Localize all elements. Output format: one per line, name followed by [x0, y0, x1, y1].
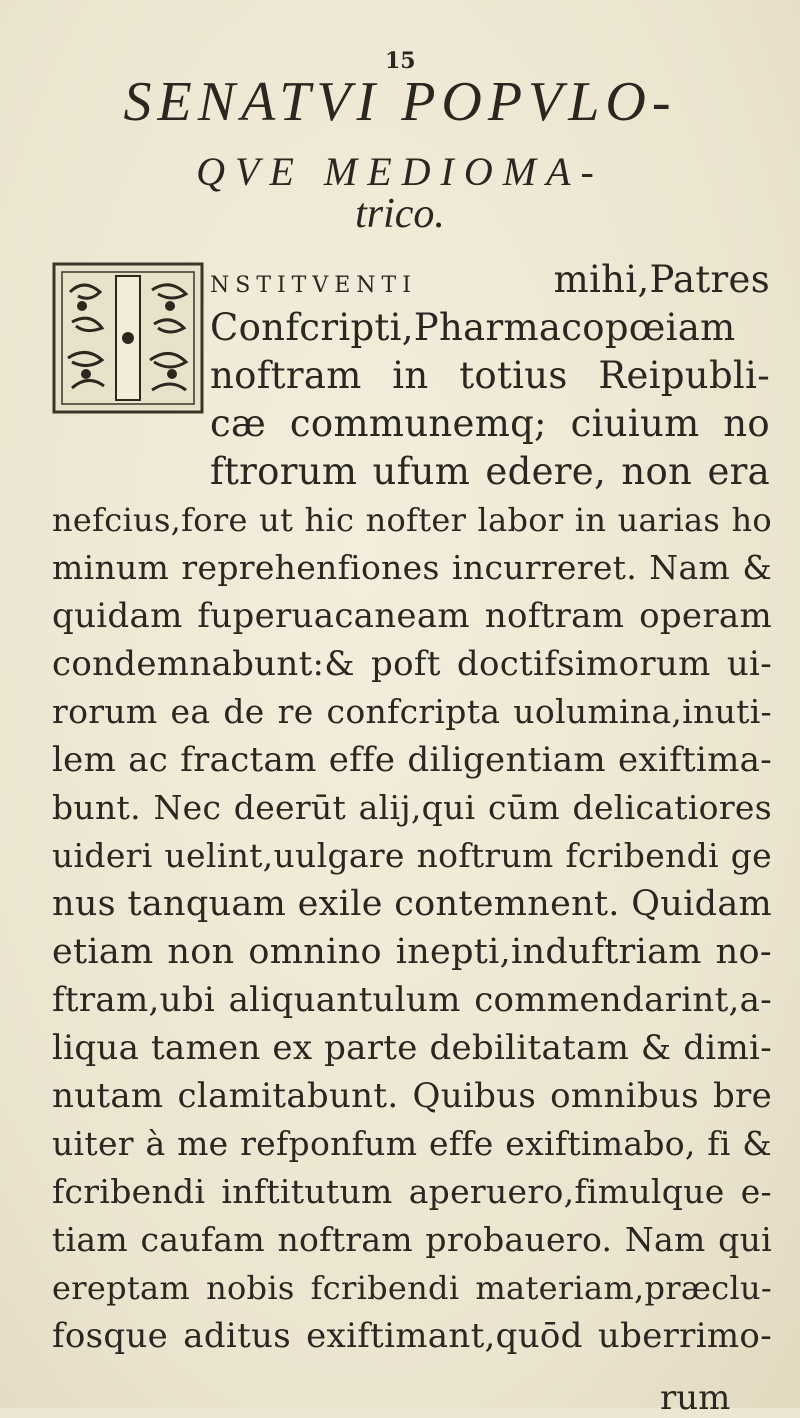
text-line-19: uiter à me refponfum effe exiftimabo, fi & [52, 1124, 772, 1163]
text-line-17: liqua tamen ex parte debilitatam & dimi- [52, 1028, 772, 1068]
text-line-8: quidam fuperuacaneam noftram operam [52, 596, 772, 636]
opening-smallcaps: NSTITVENTI [210, 273, 417, 298]
page-number: 15 [385, 48, 416, 74]
decorated-initial-icon [52, 262, 204, 414]
catchword: rum [660, 1378, 731, 1418]
text-line-9: condemnabunt:& poft doctifsimorum ui- [52, 644, 772, 684]
text-line-1-rest: mihi,Patres [553, 258, 770, 301]
text-line-7: minum reprehenfiones incurreret. Nam & [52, 548, 772, 587]
text-line-11: lem ac fractam effe diligentiam exiftima- [52, 740, 772, 780]
text-line-13: uideri uelint,uulgare noftrum fcribendi ge [52, 836, 772, 875]
text-line-16: ftram,ubi aliquantulum commendarint,a- [52, 980, 772, 1020]
text-line-4: cæ communemq; ciuium no [210, 402, 770, 445]
text-line-22: ereptam nobis fcribendi materiam,præclu- [52, 1269, 772, 1307]
text-line-21: tiam caufam noftram probauero. Nam qui [52, 1220, 772, 1259]
text-line-23: fosque aditus exiftimant,quōd uberrimo- [52, 1316, 772, 1356]
text-line-15: etiam non omnino inepti,induftriam no- [52, 932, 772, 972]
text-line-18: nutam clamitabunt. Quibus omnibus bre [52, 1076, 772, 1116]
text-line-6: nefcius,fore ut hic nofter labor in uarias ho [52, 501, 772, 539]
text-line-10: rorum ea de re confcripta uolumina,inuti- [52, 692, 772, 731]
text-line-20: fcribendi inftitutum aperuero,fimulque e- [52, 1172, 772, 1211]
text-line-14: nus tanquam exile contemnent. Quidam [52, 884, 772, 924]
text-line-3: noftram in totius Reipubli- [210, 354, 770, 397]
text-line-1 [210, 256, 770, 310]
heading-line-1: SENATVI POPVLO- [123, 71, 677, 133]
text-line-12: bunt. Nec deerūt alij,qui cūm delicatiores [52, 788, 772, 827]
text-line-5: ftrorum ufum edere, non era [210, 450, 770, 493]
text-line-2: Confcripti,Pharmacopœiam [210, 306, 736, 349]
heading-line-3: trico. [355, 191, 445, 237]
heading-line-2: QVE MEDIOMA- [196, 149, 604, 194]
